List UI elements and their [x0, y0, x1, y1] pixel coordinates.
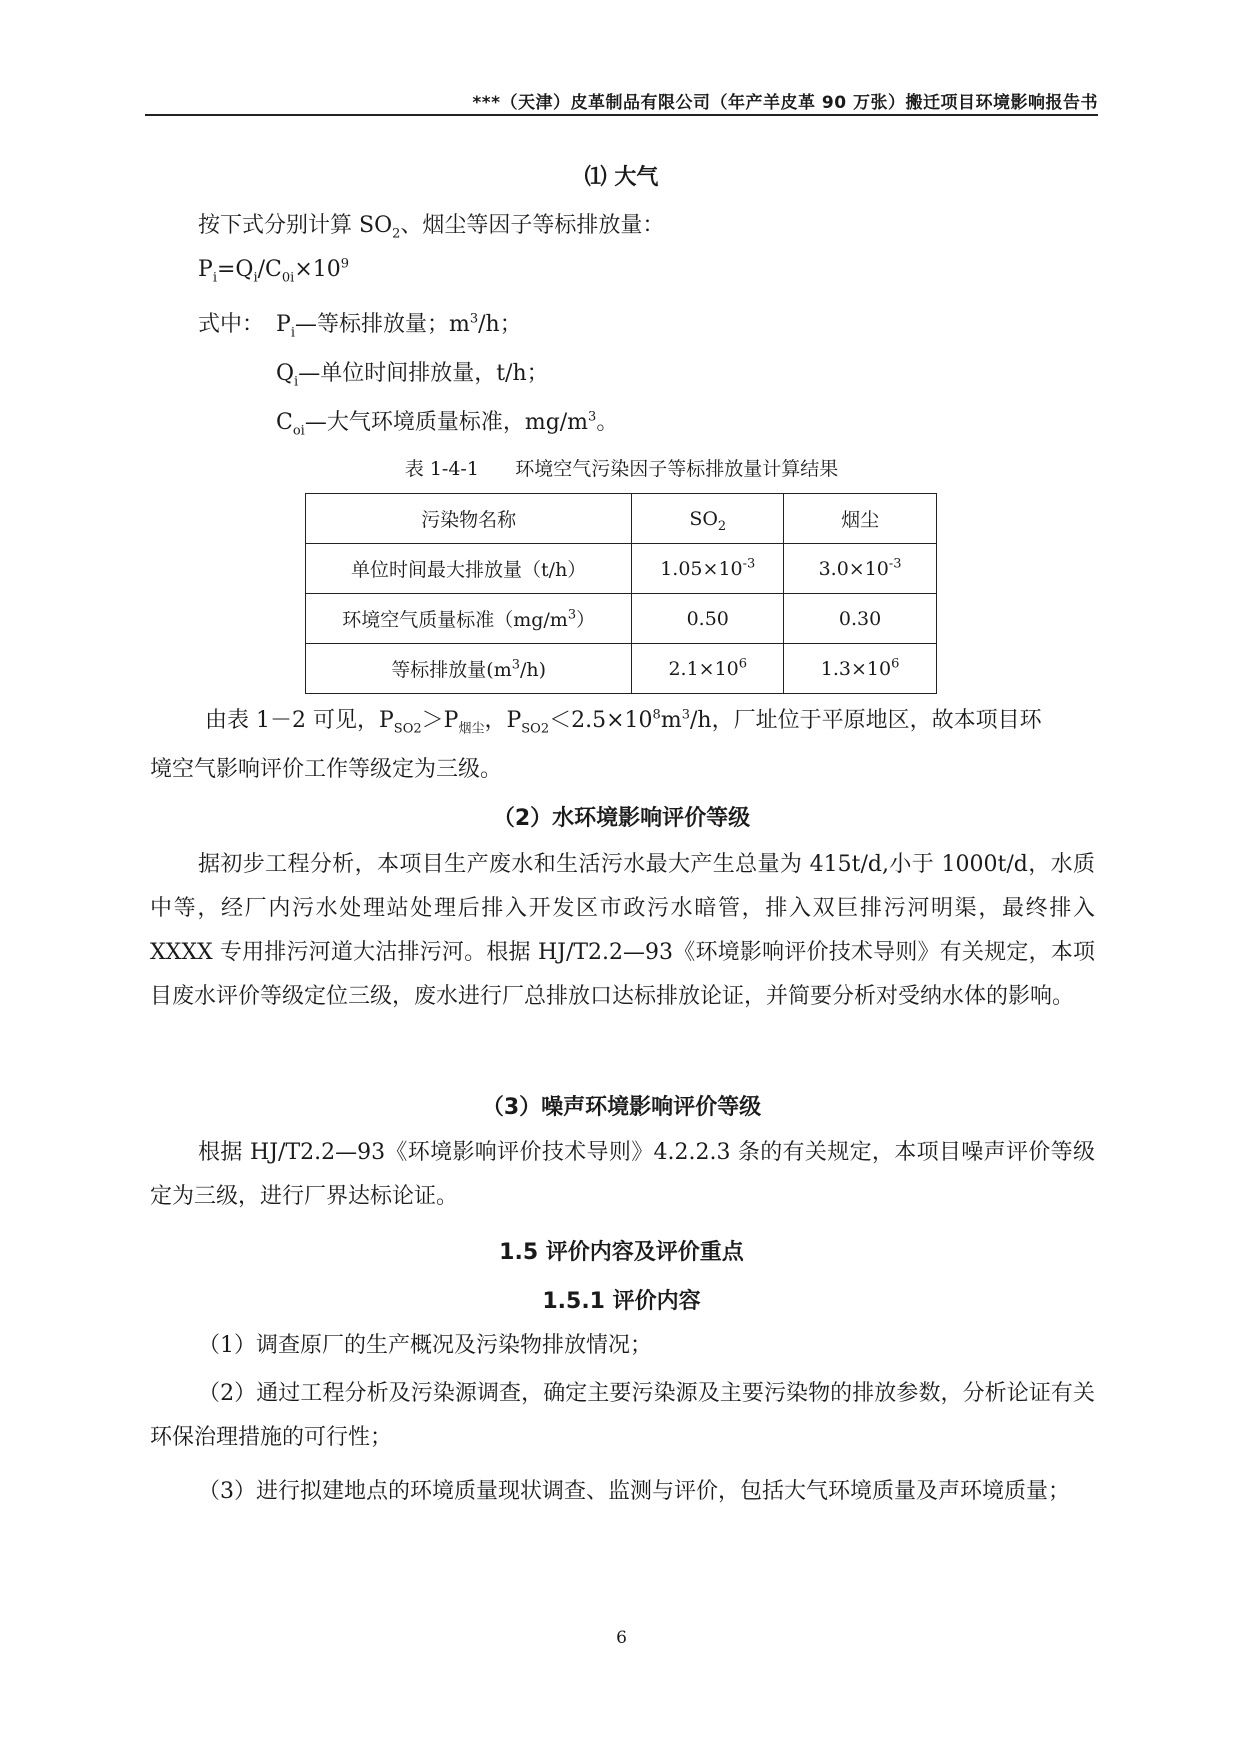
- section-noise-heading: （3）噪声环境影响评价等级: [481, 1095, 762, 1120]
- water-paragraph: 据初步工程分析，本项目生产废水和生活污水最大产生总量为 415t/d,小于 1000t/d，水质中等，经厂内污水处理站处理后排入开发区市政污水暗管，排入双巨排污河明渠，最终排入 XXXX 专用排污河道大沽排污河。根据 HJ/T2.2—93《环境影响评价技术导则》有关规定，本项目废水评价等级定位三级，废水进行厂总排放口达标排放论证，并简要分析对受纳水体的影响。: [150, 852, 1095, 1009]
- list-item: （3）进行拟建地点的环境质量现状调查、监测与评价，包括大气环境质量及声环境质量；: [198, 1479, 1071, 1504]
- definition-label: 式中：: [198, 312, 265, 337]
- air-conclusion-line1: 由表 1－2 可见，$P_{SO2}>P_{烟尘}$，$P_{SO2}<2.5\times 10^8m^3/h$，厂址位于平原地区，故本项目环: [205, 707, 1042, 737]
- table-cell: 0.30: [784, 594, 937, 644]
- emission-table: [305, 493, 937, 694]
- table-header-row: [306, 494, 937, 544]
- page-number: 6: [616, 1628, 627, 1648]
- section-1-5-heading: 1.5 评价内容及评价重点: [499, 1240, 744, 1265]
- definition-p: $P_i—$等标排放量；$m^3/h$；: [276, 311, 522, 341]
- section-air-heading: ⑴ 大气: [584, 165, 659, 190]
- list-item: （2）通过工程分析及污染源调查，确定主要污染源及主要污染物的排放参数，分析论证有关环保治理措施的可行性；: [150, 1381, 1095, 1450]
- table-cell: $3.0\times 10^{-3}$: [784, 544, 937, 594]
- definition-q: $Q_i—$单位时间排放量，t/h；: [276, 361, 549, 390]
- table-caption: 表 1-4-1 环境空气污染因子等标排放量计算结果: [404, 458, 839, 480]
- table-row: [306, 594, 937, 644]
- table-cell: $1.05\times 10^{-3}$: [632, 544, 784, 594]
- table-cell: 环境空气质量标准$(mg/m^3)$: [306, 594, 632, 644]
- definition-c: $C_{oi}—$大气环境质量标准，$mg/m^3$。: [276, 409, 619, 439]
- table-header-cell: $SO_2$: [632, 494, 784, 544]
- formula: $P_i=Q_i/C_{0i}\times 10^9$: [198, 256, 350, 286]
- air-intro: 按下式分别计算 $SO_2$、烟尘等因子等标排放量：: [198, 213, 665, 242]
- section-water-heading: （2）水环境影响评价等级: [492, 806, 751, 831]
- list-item: （1）调查原厂的生产概况及污染物排放情况；: [198, 1333, 652, 1358]
- table-header-cell: 污染物名称: [306, 494, 632, 544]
- table-cell: 等标排放量$(m^3/h)$: [306, 644, 632, 694]
- header-rule: [145, 114, 1098, 116]
- air-conclusion-line2: 境空气影响评价工作等级定为三级。: [150, 757, 503, 782]
- table-cell: 单位时间最大排放量（t/h）: [306, 544, 632, 594]
- table-cell: $2.1\times 10^6$: [632, 644, 784, 694]
- table-cell: $1.3\times 10^6$: [784, 644, 937, 694]
- document-header: ***（天津）皮革制品有限公司（年产羊皮革 90 万张）搬迁项目环境影响报告书: [472, 93, 1098, 113]
- noise-paragraph: 根据 HJ/T2.2—93《环境影响评价技术导则》4.2.2.3 条的有关规定，本项目噪声评价等级定为三级，进行厂界达标论证。: [150, 1140, 1095, 1209]
- table-row: [306, 644, 937, 694]
- table-header-cell: 烟尘: [784, 494, 937, 544]
- table-cell: 0.50: [632, 594, 784, 644]
- section-1-5-1-heading: 1.5.1 评价内容: [542, 1289, 701, 1314]
- table-row: [306, 544, 937, 594]
